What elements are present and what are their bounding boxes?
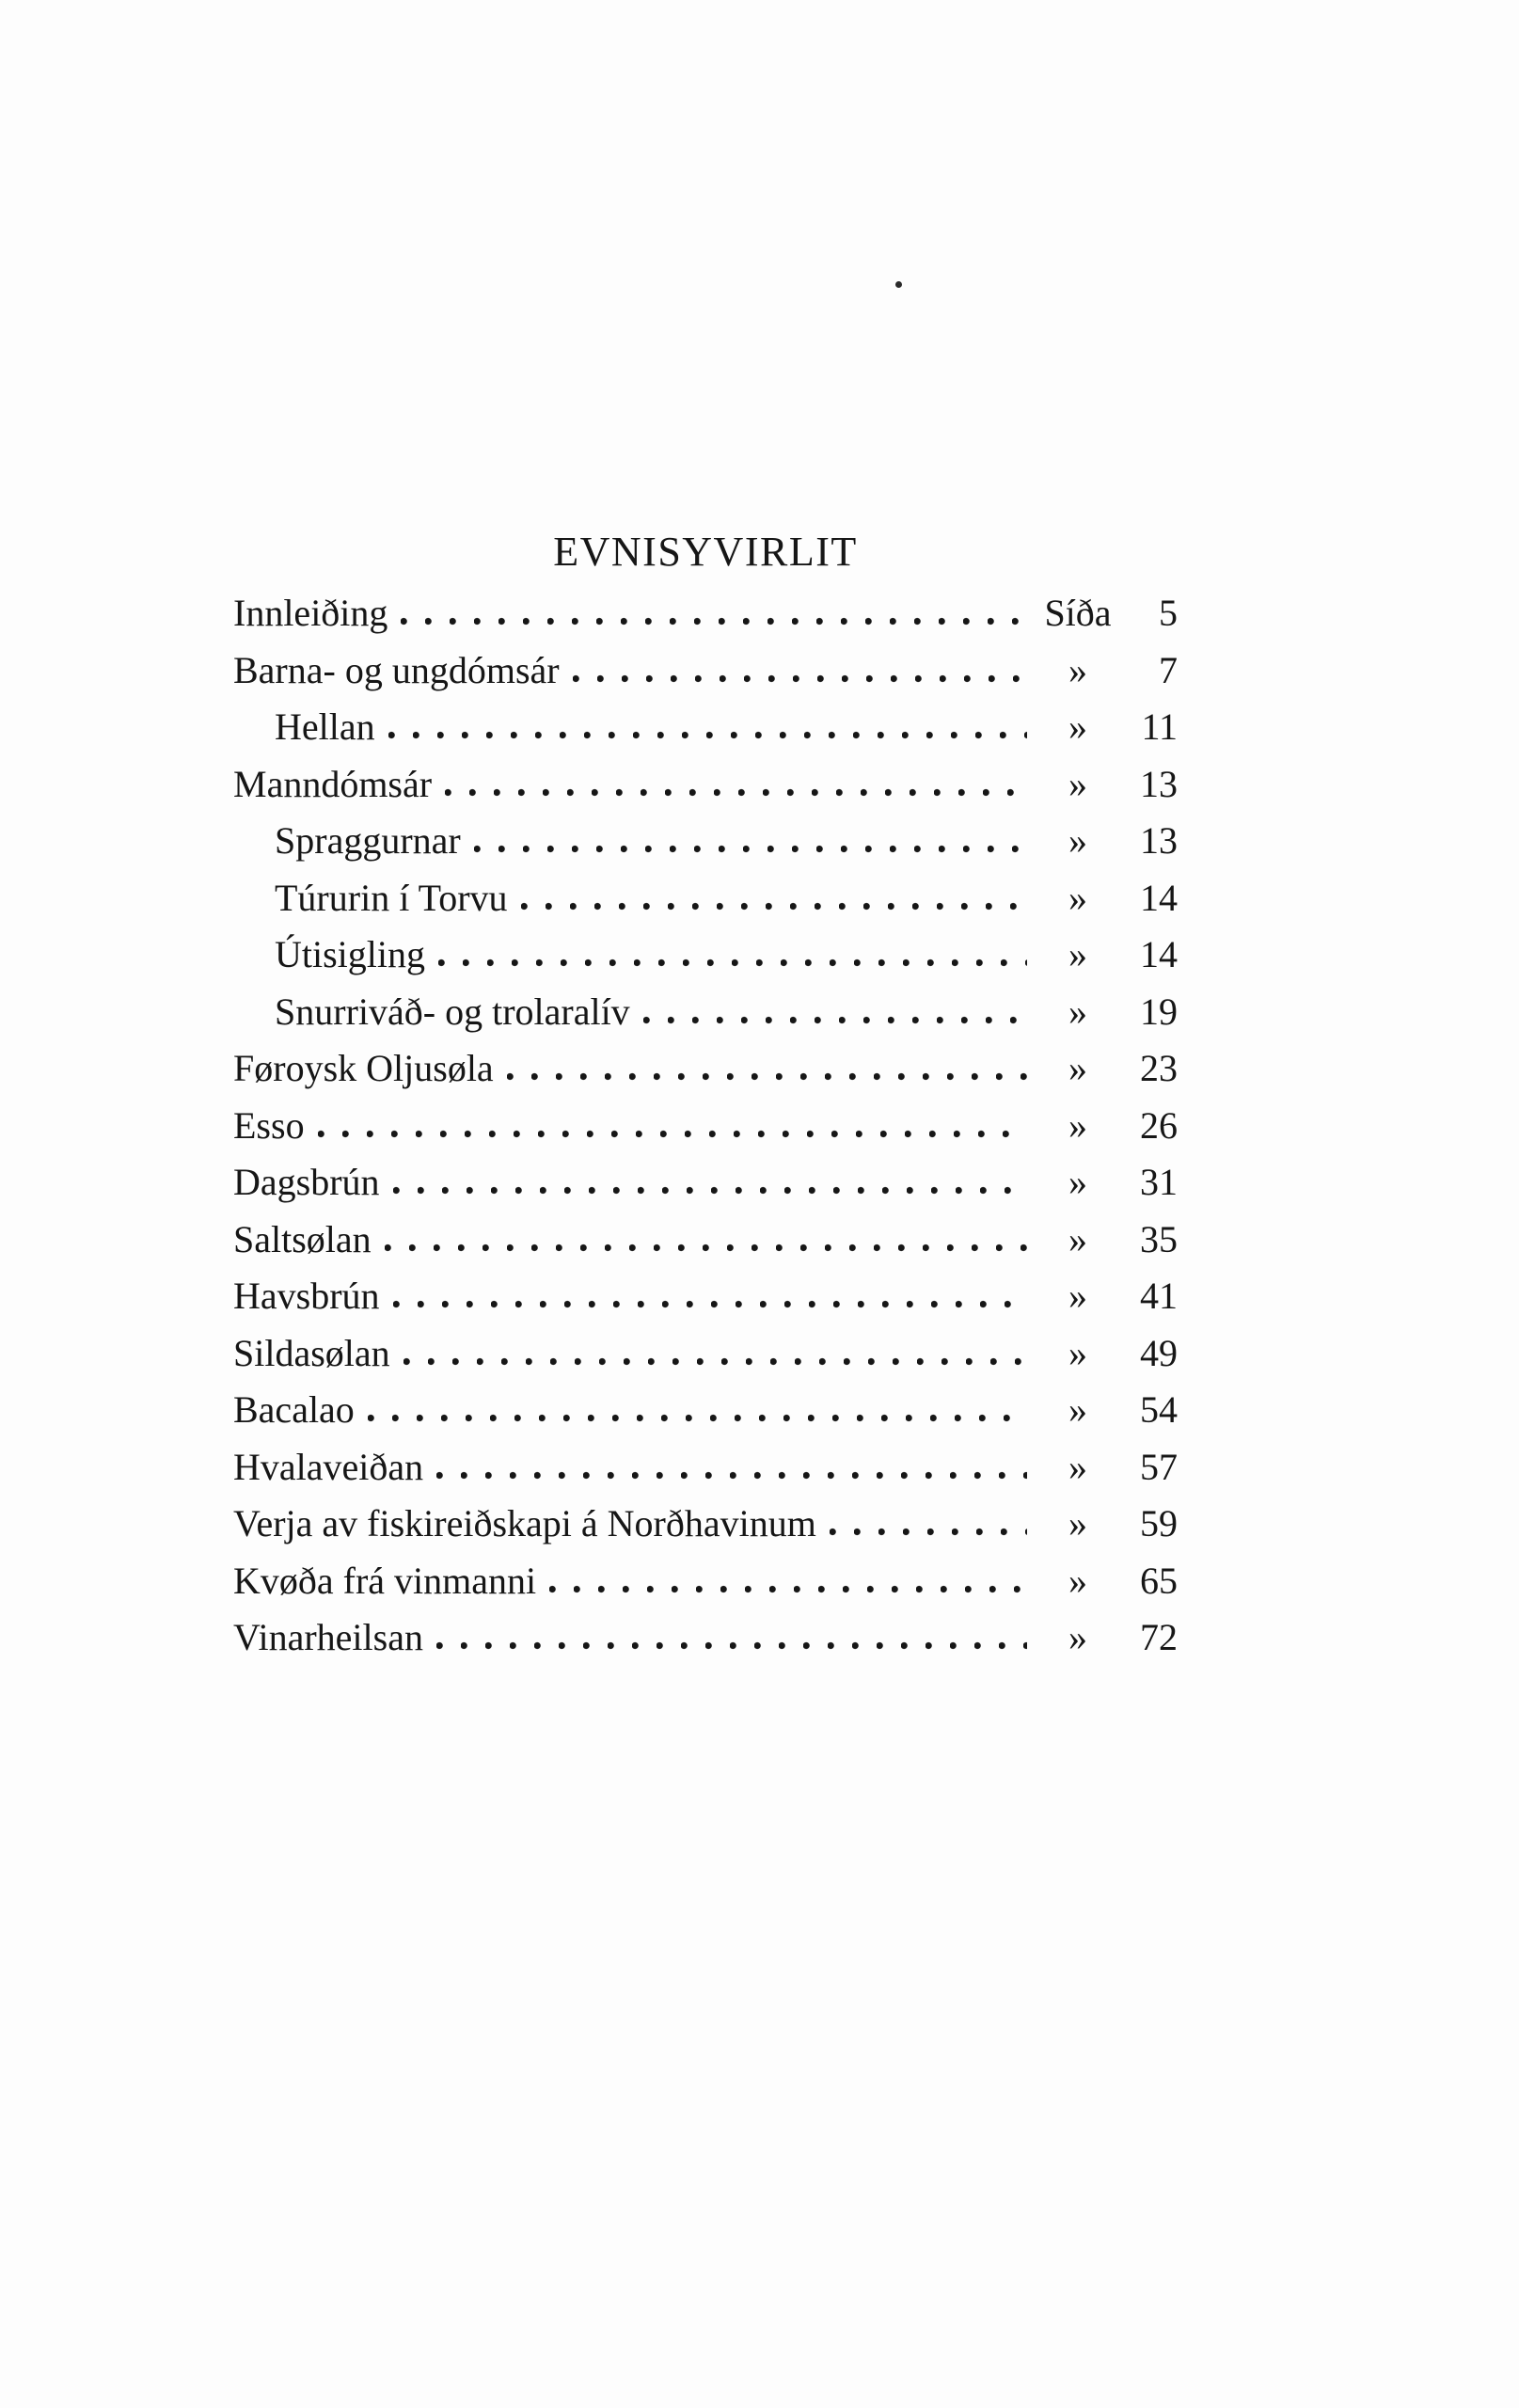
toc-entry-label: Hvalaveiðan [233, 1445, 424, 1488]
toc-entry [233, 1154, 1178, 1212]
page-number: 35 [1140, 1217, 1178, 1260]
page-marker: » [1068, 762, 1087, 805]
page-number: 59 [1140, 1502, 1178, 1545]
toc-entry [233, 1439, 1178, 1497]
scan-speck [895, 281, 902, 288]
page-marker: » [1068, 876, 1087, 919]
page-number: 65 [1140, 1559, 1178, 1602]
page-number: 14 [1140, 933, 1178, 975]
page-marker: » [1068, 648, 1087, 691]
page-marker: » [1068, 1275, 1087, 1317]
toc-entry-label: Spraggurnar [275, 819, 461, 862]
toc-entry-label: Føroysk Oljusøla [233, 1047, 494, 1089]
toc-entry-label: Snurriváð- og trolaralív [275, 990, 630, 1033]
toc-entry-label: Hellan [275, 705, 375, 748]
toc-entry [233, 984, 1178, 1041]
page-number: 11 [1141, 705, 1178, 748]
toc-entry [233, 813, 1178, 870]
page-number: 54 [1140, 1388, 1178, 1431]
toc-entry [233, 642, 1178, 700]
toc-entry-label: Túrurin í Torvu [275, 876, 508, 919]
toc-entry [233, 1609, 1178, 1667]
page-number: 26 [1140, 1103, 1178, 1147]
dot-leader [521, 902, 1027, 911]
page-number: 13 [1140, 819, 1178, 862]
toc-entry [233, 699, 1178, 756]
toc-entry [233, 1325, 1178, 1383]
page-number: 41 [1140, 1275, 1178, 1317]
page-marker: » [1068, 705, 1087, 748]
page-number: 19 [1140, 990, 1178, 1033]
page-number: 5 [1159, 592, 1178, 634]
page-number: 13 [1140, 762, 1178, 805]
page-marker: » [1068, 1559, 1087, 1602]
page-marker: » [1068, 1161, 1087, 1203]
page-marker: » [1068, 1445, 1087, 1488]
toc-entry-label: Innleiðing [233, 592, 388, 634]
toc-entry [233, 585, 1178, 642]
toc-entry-label: Saltsølan [233, 1217, 372, 1260]
page-marker: » [1068, 990, 1087, 1033]
page-number: 7 [1159, 648, 1178, 691]
page-marker: » [1068, 933, 1087, 975]
toc-entry-label: Vinarheilsan [233, 1616, 423, 1658]
toc-entry [233, 1040, 1178, 1098]
dot-leader [388, 731, 1027, 739]
toc-entry-label: Verja av fiskireiðskapi á Norðhavinum [233, 1502, 816, 1545]
page-marker: » [1068, 1047, 1087, 1089]
toc-entry-label: Sildasølan [233, 1331, 390, 1374]
dot-leader [549, 1585, 1027, 1593]
toc-entry-label: Útisigling [275, 933, 426, 975]
dot-leader [573, 674, 1027, 683]
toc-entry [233, 1496, 1178, 1553]
toc-entry-label: Bacalao [233, 1388, 355, 1431]
toc-list [233, 585, 1178, 1667]
page-marker: » [1068, 1331, 1087, 1374]
toc-entry [233, 1098, 1178, 1155]
toc-entry [233, 1553, 1178, 1610]
page-marker: » [1068, 1502, 1087, 1545]
page-marker: Síða [1044, 592, 1112, 634]
dot-leader [436, 1471, 1027, 1480]
page-number: 72 [1140, 1616, 1178, 1658]
dot-leader [445, 788, 1027, 797]
page-marker: » [1068, 1616, 1087, 1658]
toc-entry [233, 927, 1178, 984]
page-number: 31 [1140, 1161, 1178, 1203]
toc-entry [233, 1382, 1178, 1439]
toc-entry [233, 870, 1178, 927]
page-marker: » [1068, 819, 1087, 862]
toc-entry [233, 756, 1178, 814]
dot-leader [507, 1072, 1027, 1081]
dot-leader [393, 1300, 1027, 1308]
dot-leader [401, 617, 1027, 626]
toc-entry-label: Esso [233, 1103, 305, 1147]
toc-entry [233, 1268, 1178, 1325]
toc-entry-label: Kvøða frá vinmanni [233, 1559, 537, 1602]
toc-entry-label: Havsbrún [233, 1275, 380, 1317]
toc-entry-label: Barna- og ungdómsár [233, 648, 560, 691]
page-number: 49 [1140, 1331, 1178, 1374]
toc-entry-label: Manndómsár [233, 762, 433, 805]
toc-entry [233, 1212, 1178, 1269]
page-number: 23 [1140, 1047, 1178, 1089]
dot-leader [385, 1244, 1027, 1252]
dot-leader [643, 1016, 1027, 1024]
table-of-contents [233, 531, 1178, 1667]
dot-leader [318, 1130, 1027, 1138]
dot-leader [368, 1414, 1027, 1422]
page-title: EVNISYVIRLIT [553, 529, 858, 575]
dot-leader [403, 1357, 1027, 1366]
dot-leader [436, 1641, 1027, 1650]
page-number: 14 [1140, 876, 1178, 919]
dot-leader [830, 1528, 1027, 1536]
dot-leader [438, 958, 1027, 967]
toc-entry-label: Dagsbrún [233, 1161, 380, 1203]
page-marker: » [1068, 1103, 1087, 1147]
dot-leader [393, 1186, 1027, 1195]
dot-leader [474, 845, 1027, 853]
page-number: 57 [1140, 1445, 1178, 1488]
page-marker: » [1068, 1388, 1087, 1431]
page-marker: » [1068, 1217, 1087, 1260]
